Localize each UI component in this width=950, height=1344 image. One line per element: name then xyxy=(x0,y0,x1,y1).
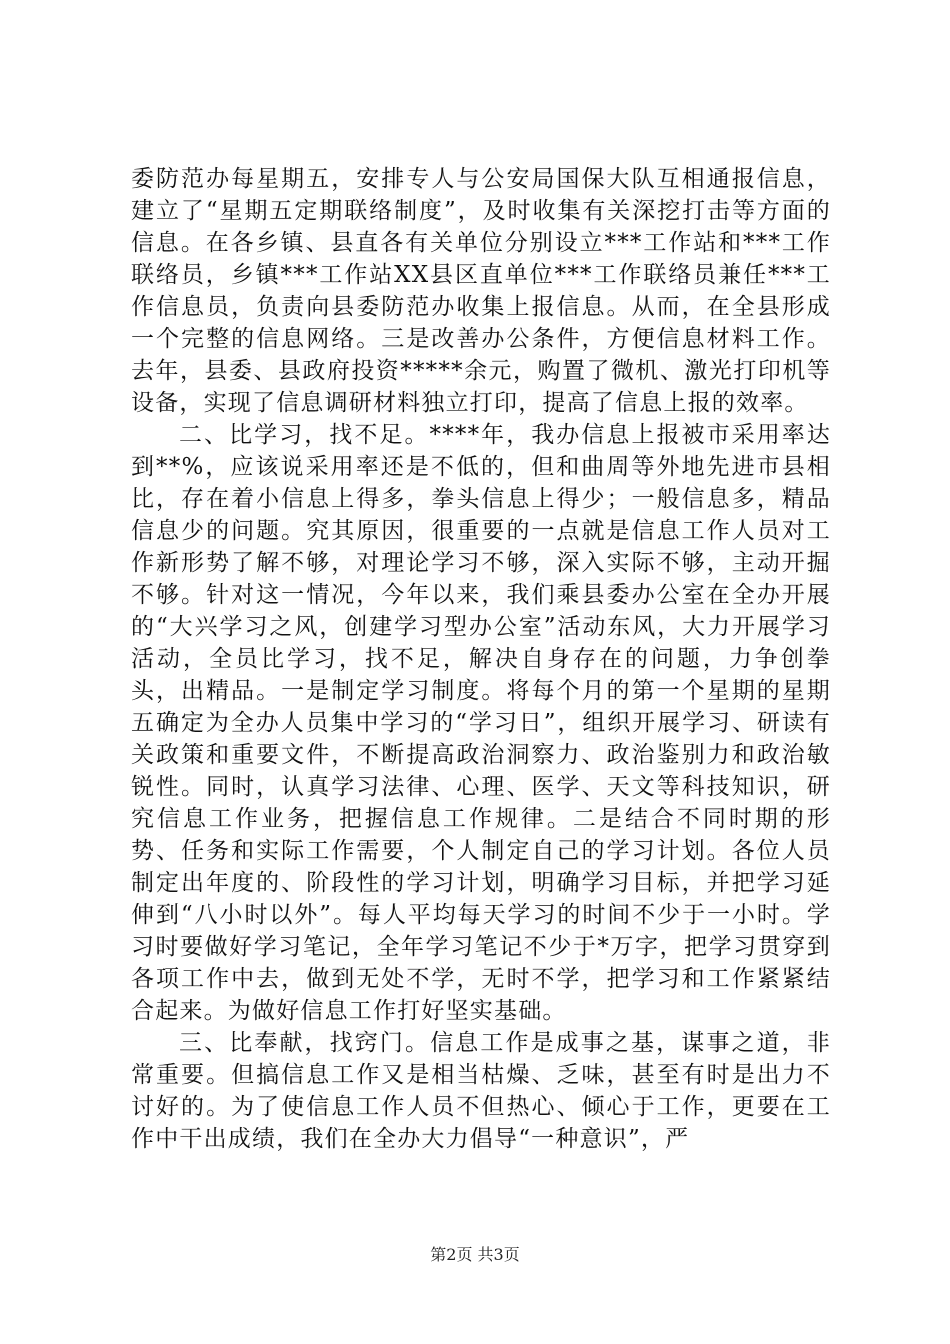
paragraph-section-two: 二、比学习，找不足。****年，我办信息上报被市采用率达到**%，应该说采用率还是不低的，但和曲周等外地先进市县相比，存在着小信息上得多，拳头信息上得少；一般信息多，精品信息少的问题。究其原因，很重要的一点就是信息工作人员对工作新形势了解不够，对理论学习不够，深入实际不够，主动开掘不够。针对这一情况，今年以来，我们乘县委办公室在全办开展的“大兴学习之风，创建学习型办公室”活动东风，大力开展学习活动，全员比学习，找不足，解决自身存在的问题，力争创拳头，出精品。一是制定学习制度。将每个月的第一个星期的星期五确定为全办人员集中学习的“学习日”，组织开展学习、研读有关政策和重要文件，不断提高政治洞察力、政治鉴别力和政治敏锐性。同时，认真学习法律、心理、医学、天文等科技知识，研究信息工作业务，把握信息工作规律。二是结合不同时期的形势、任务和实际工作需要，个人制定自己的学习计划。各位人员制定出年度的、阶段性的学习计划，明确学习目标，并把学习延伸到“八小时以外”。每人平均每天学习的时间不少于一小时。学习时要做好学习笔记，全年学习笔记不少于*万字，把学习贯穿到各项工作中去，做到无处不学，无时不学，把学习和工作紧紧结合起来。为做好信息工作打好坚实基础。 xyxy=(131,422,831,1024)
page-number-footer: 第2页 共3页 xyxy=(430,1245,520,1264)
document-body xyxy=(131,163,831,1155)
paragraph-section-three: 三、比奉献，找窍门。信息工作是成事之基，谋事之道，非常重要。但搞信息工作又是相当枯燥、乏味，甚至有时是出力不讨好的。为了使信息工作人员不但热心、倾心于工作，更要在工作中干出成绩，我们在全办大力倡导“一种意识”，严 xyxy=(131,1030,831,1152)
paragraph-continuation: 委防范办每星期五，安排专人与公安局国保大队互相通报信息，建立了“星期五定期联络制度”，及时收集有关深挖打击等方面的信息。在各乡镇、县直各有关单位分别设立***工作站和***工作联络员，乡镇***工作站XX县区直单位***工作联络员兼任***工作信息员，负责向县委防范办收集上报信息。从而，在全县形成一个完整的信息网络。三是改善办公条件，方便信息材料工作。去年，县委、县政府投资*****余元，购置了微机、激光打印机等设备，实现了信息调研材料独立打印，提高了信息上报的效率。 xyxy=(131,166,831,416)
